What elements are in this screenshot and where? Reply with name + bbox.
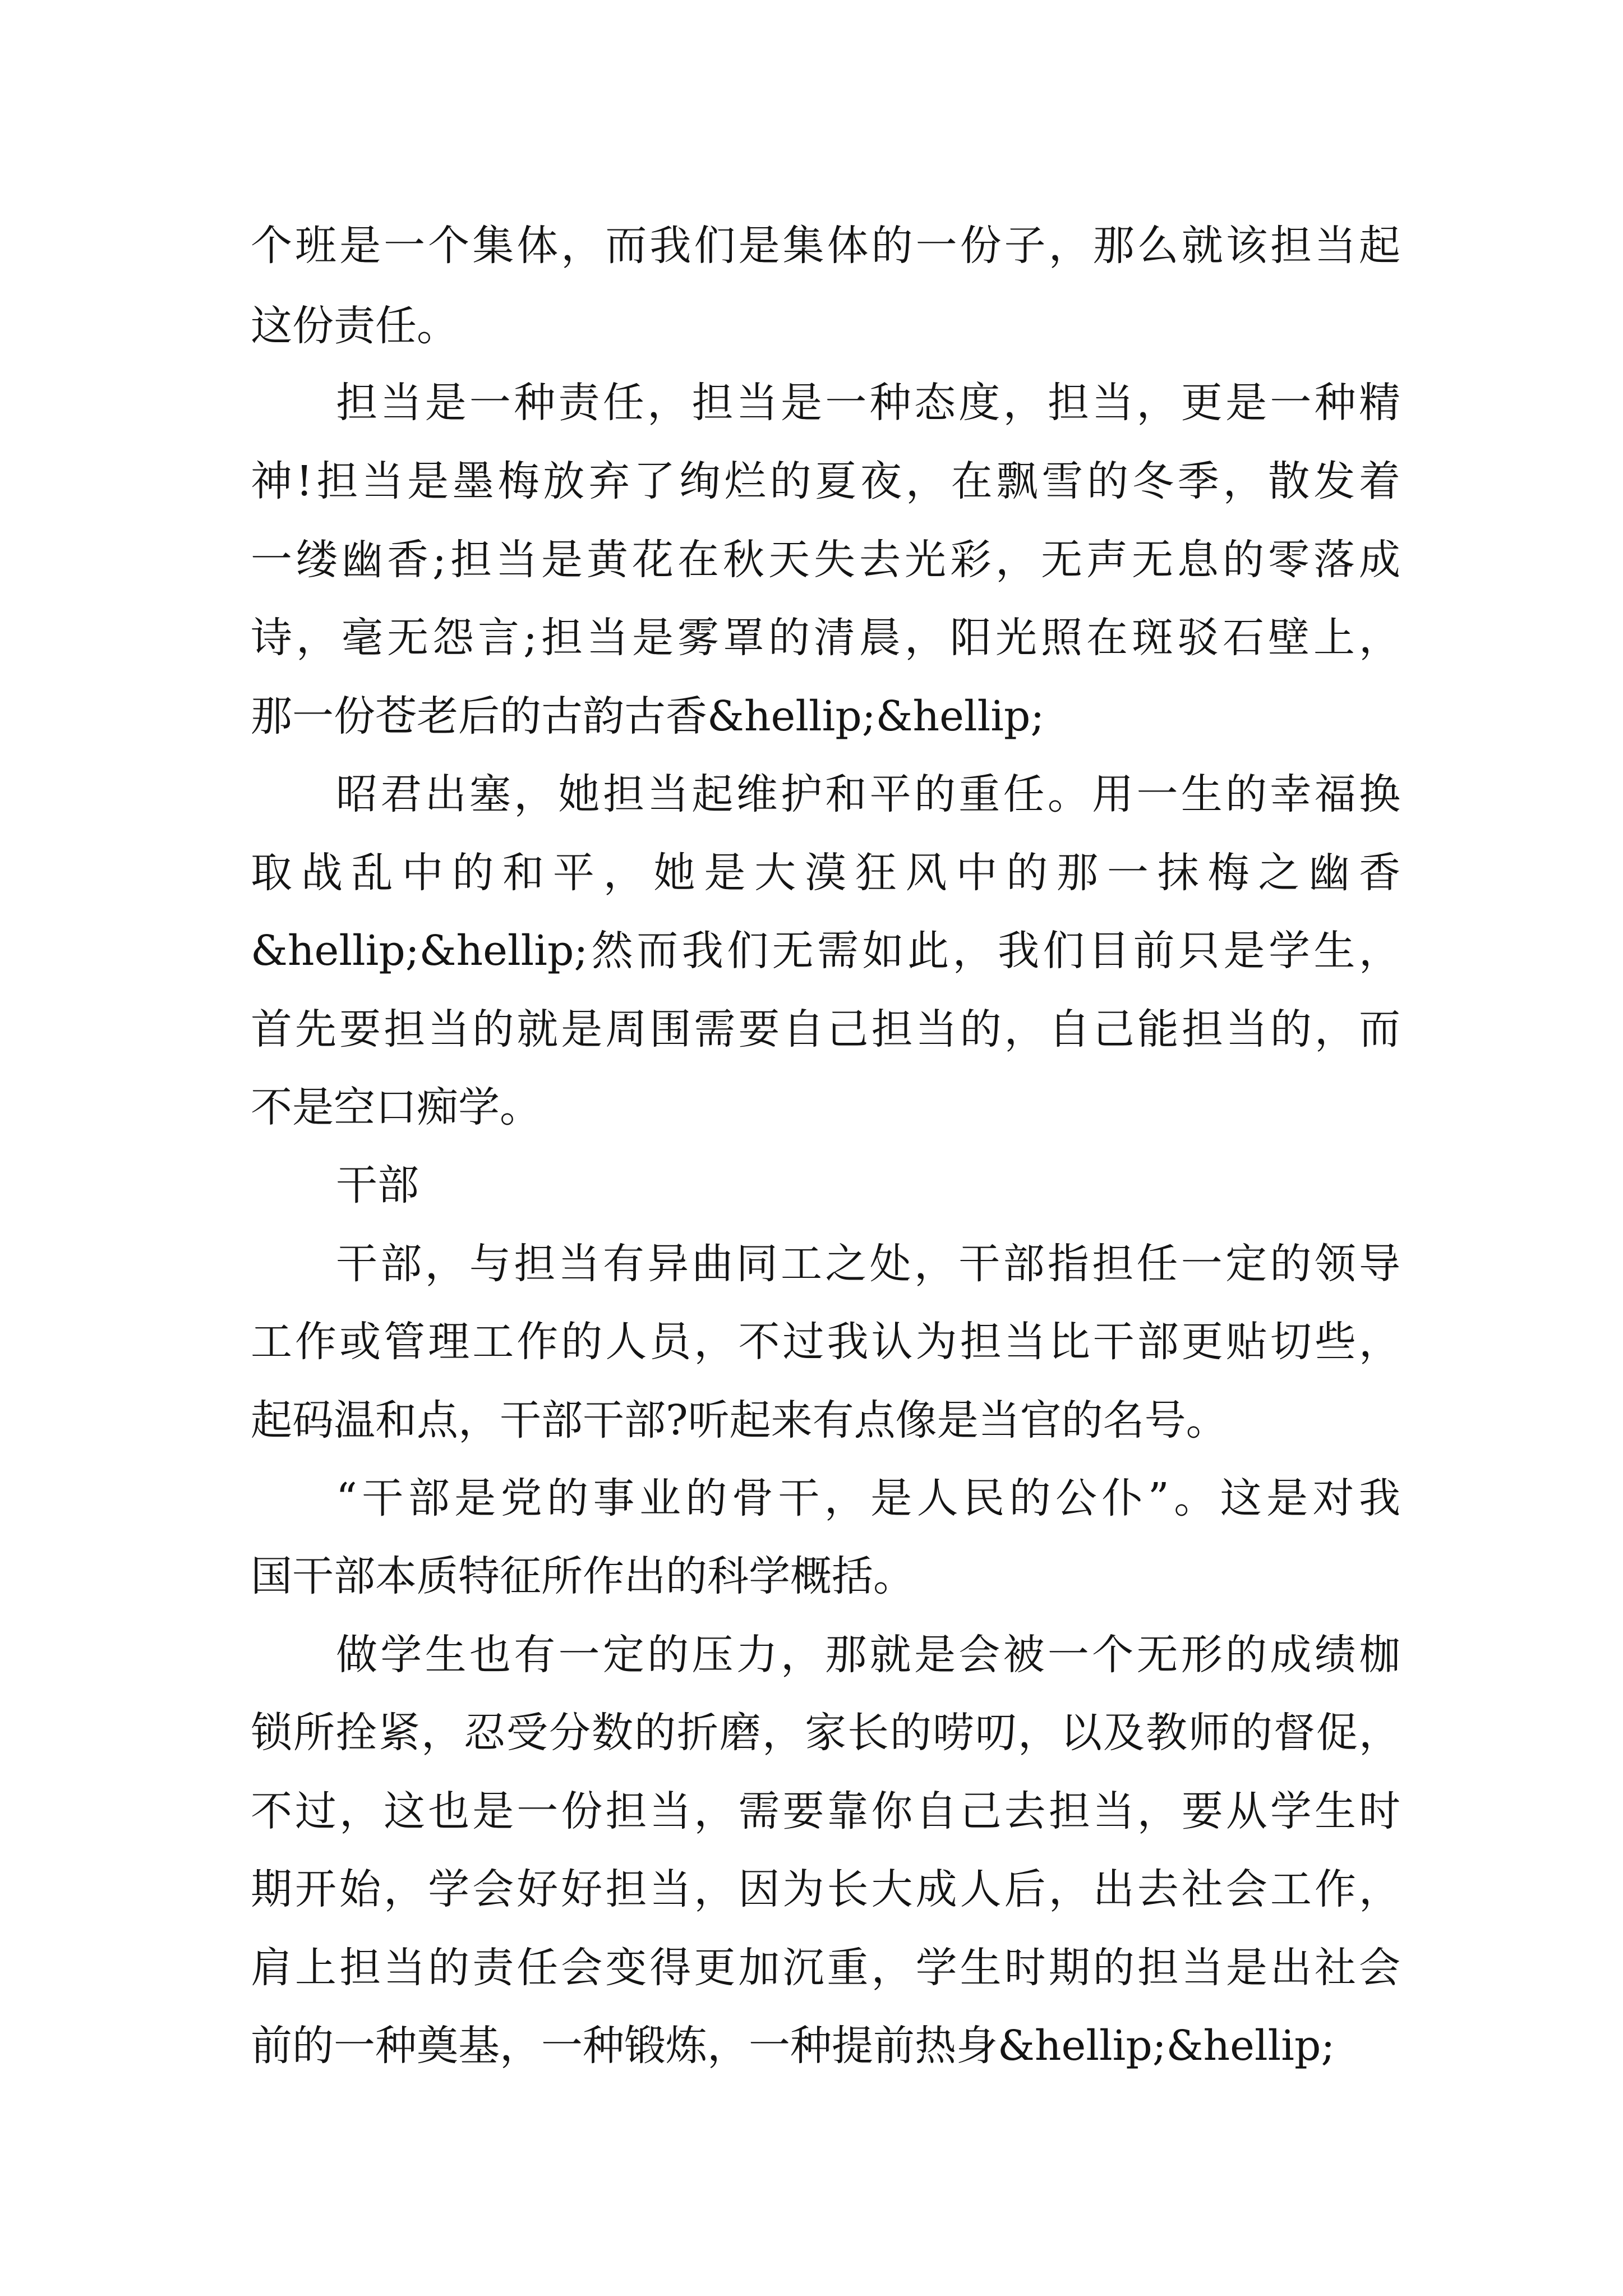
text-line: 神!担当是墨梅放弃了绚烂的夏夜，在飘雪的冬季，散发着: [251, 457, 1400, 505]
paragraph-first-line: 担当是一种责任，担当是一种态度，担当，更是一种精: [336, 379, 1400, 427]
text-line: 首先要担当的就是周围需要自己担当的，自己能担当的，而: [251, 1005, 1400, 1053]
text-line: 锁所拴紧，忍受分数的折磨，家长的唠叨，以及教师的督促，: [251, 1709, 1400, 1757]
text-line: 个班是一个集体，而我们是集体的一份子，那么就该担当起: [251, 222, 1400, 270]
paragraph-first-line: 干部，与担当有异曲同工之处，干部指担任一定的领导: [336, 1240, 1400, 1288]
text-line: 那一份苍老后的古韵古香&hellip;&hellip;: [251, 692, 1045, 740]
text-line: 起码温和点，干部干部?听起来有点像是当官的名号。: [251, 1396, 1228, 1444]
text-line: 国干部本质特征所作出的科学概括。: [251, 1552, 915, 1600]
text-line: 取战乱中的和平，她是大漠狂风中的那一抹梅之幽香: [251, 849, 1400, 897]
text-line: 工作或管理工作的人员，不过我认为担当比干部更贴切些，: [251, 1318, 1400, 1366]
paragraph-first-line: “干部是党的事业的骨干，是人民的公仆”。这是对我: [336, 1474, 1400, 1522]
paragraph-first-line: 做学生也有一定的压力，那就是会被一个无形的成绩枷: [336, 1631, 1400, 1679]
text-line: 这份责任。: [251, 302, 458, 350]
section-heading: 干部: [336, 1161, 419, 1209]
text-line: &hellip;&hellip;然而我们无需如此，我们目前只是学生，: [251, 927, 1400, 975]
text-line: 前的一种奠基，一种锻炼，一种提前热身&hellip;&hellip;: [251, 2022, 1335, 2070]
paragraph-first-line: 昭君出塞，她担当起维护和平的重任。用一生的幸福换: [336, 770, 1400, 818]
text-line: 诗，毫无怨言;担当是雾罩的清晨，阳光照在斑驳石壁上，: [251, 614, 1400, 662]
text-line: 一缕幽香;担当是黄花在秋天失去光彩，无声无息的零落成: [251, 536, 1400, 584]
text-line: 不是空口痴学。: [251, 1083, 541, 1131]
text-line: 期开始，学会好好担当，因为长大成人后，出去社会工作，: [251, 1865, 1400, 1913]
text-line: 肩上担当的责任会变得更加沉重，学生时期的担当是出社会: [251, 1944, 1400, 1992]
text-line: 不过，这也是一份担当，需要靠你自己去担当，要从学生时: [251, 1787, 1400, 1835]
